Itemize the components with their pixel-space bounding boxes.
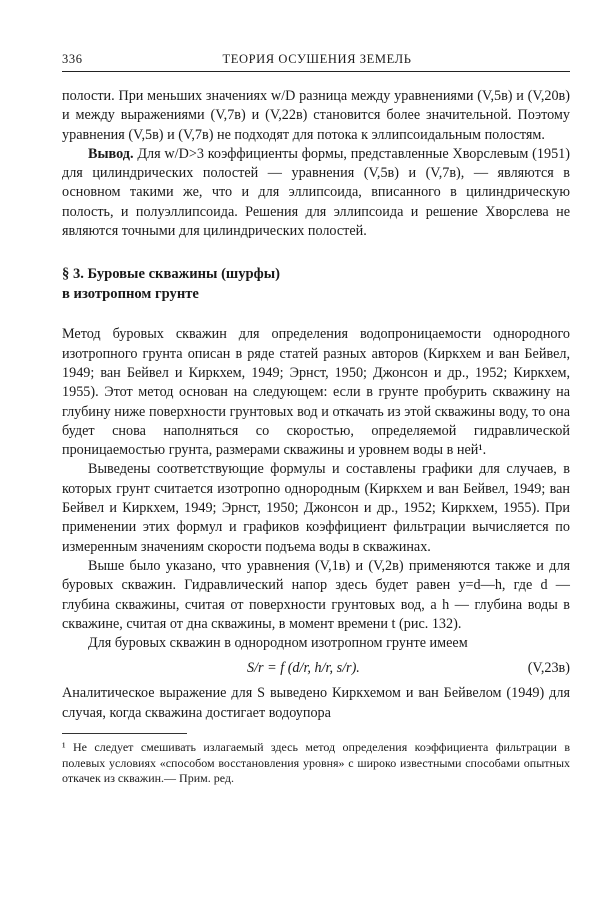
conclusion-label: Вывод. bbox=[88, 145, 134, 162]
equation bbox=[62, 656, 570, 682]
equation-number: (V,23в) bbox=[527, 660, 570, 677]
section-title-line2: в изотропном грунте bbox=[62, 285, 199, 302]
paragraph-method: Метод буровых скважин для определения водопроницаемости однородного изотропного грунта описан в ряде статей разных авторов (Киркхем и ван Бейвел, 1949; ван Бейвел и Киркхем, 1949; Эрнст, 1950; Джонсон и др., 1952; Киркхем, 1955). Этот метод основан на следующем: если в грунте пробурить скважину на глубину ниже поверхности грунтовых вод и откачать из этой скважины воду, то она будет снова наполняться со скоростью, определяемой гидравлической проницаемостью грунта, размерами скважины и уровнем воды в ней¹. bbox=[62, 326, 570, 459]
header-rule bbox=[62, 71, 570, 72]
footnote: ¹ Не следует смешивать излагаемый здесь метод определения коэффициента фильтрации в полевых условиях «способом восстановления уровня» с широко известными способами опытных откачек из скважин.— Прим. ред. bbox=[62, 740, 570, 786]
section-heading bbox=[62, 265, 570, 304]
page-body bbox=[62, 87, 570, 787]
footnote-rule bbox=[62, 733, 187, 734]
paragraph-formulas: Выведены соответствующие формулы и составлены графики для случаев, в которых грунт считается изотропно однородным (Киркхем и ван Бейвел, 1949; ван Бейвел и Киркхем, 1949; Эрнст, 1950; Джонсон и др., 1952; Киркхем, 1955). При применении этих формул и графиков коэффициент фильтрации вычисляется по измеренным значениям скорости подъема воды в скважинах. bbox=[62, 461, 570, 555]
equation-expression: S/r = f (d/r, h/r, s/r). bbox=[247, 660, 360, 677]
paragraph-analytic: Аналитическое выражение для S выведено Киркхемом и ван Бейвелом (1949) для случая, когда скважина достигает водоупора bbox=[62, 685, 570, 721]
conclusion-text: Для w/D>3 коэффициенты формы, представленные Хворслевым (1951) для цилиндрических полостей — уравнения (V,5в) и (V,7в), — являются в основном такими же, что и для эллипсоида, вписанного в цилиндрическую полость, и полуэллипсоида. Решения для эллипсоида и решение Хворслева не являются точными для цилиндрических полостей. bbox=[62, 145, 570, 240]
page-number: 336 bbox=[62, 52, 83, 66]
conclusion-paragraph bbox=[62, 145, 570, 241]
running-title: ТЕОРИЯ ОСУШЕНИЯ ЗЕМЕЛЬ bbox=[222, 52, 412, 66]
paragraph-head: Выше было указано, что уравнения (V,1в) и (V,2в) применяются также и для буровых скважин. Гидравлический напор здесь будет равен y=d—h, где d — глубина скважины, считая от поверхности грунтовых вод, а h — глубина воды в скважине, считая от дна скважины, в момент времени t (рис. 132). bbox=[62, 557, 570, 632]
section-title-line1: § 3. Буровые скважины (шурфы) bbox=[62, 266, 281, 283]
paragraph-intro-formula: Для буровых скважин в однородном изотропном грунте имеем bbox=[88, 635, 468, 652]
paragraph-continuation: полости. При меньших значениях w/D разница между уравнениями (V,5в) и (V,20в) и между выражениями (V,7в) и (V,22в) становится более значительной. Поэтому уравнения (V,5в) и (V,7в) не подходят для потока к эллипсоидальным полостям. bbox=[62, 88, 570, 143]
